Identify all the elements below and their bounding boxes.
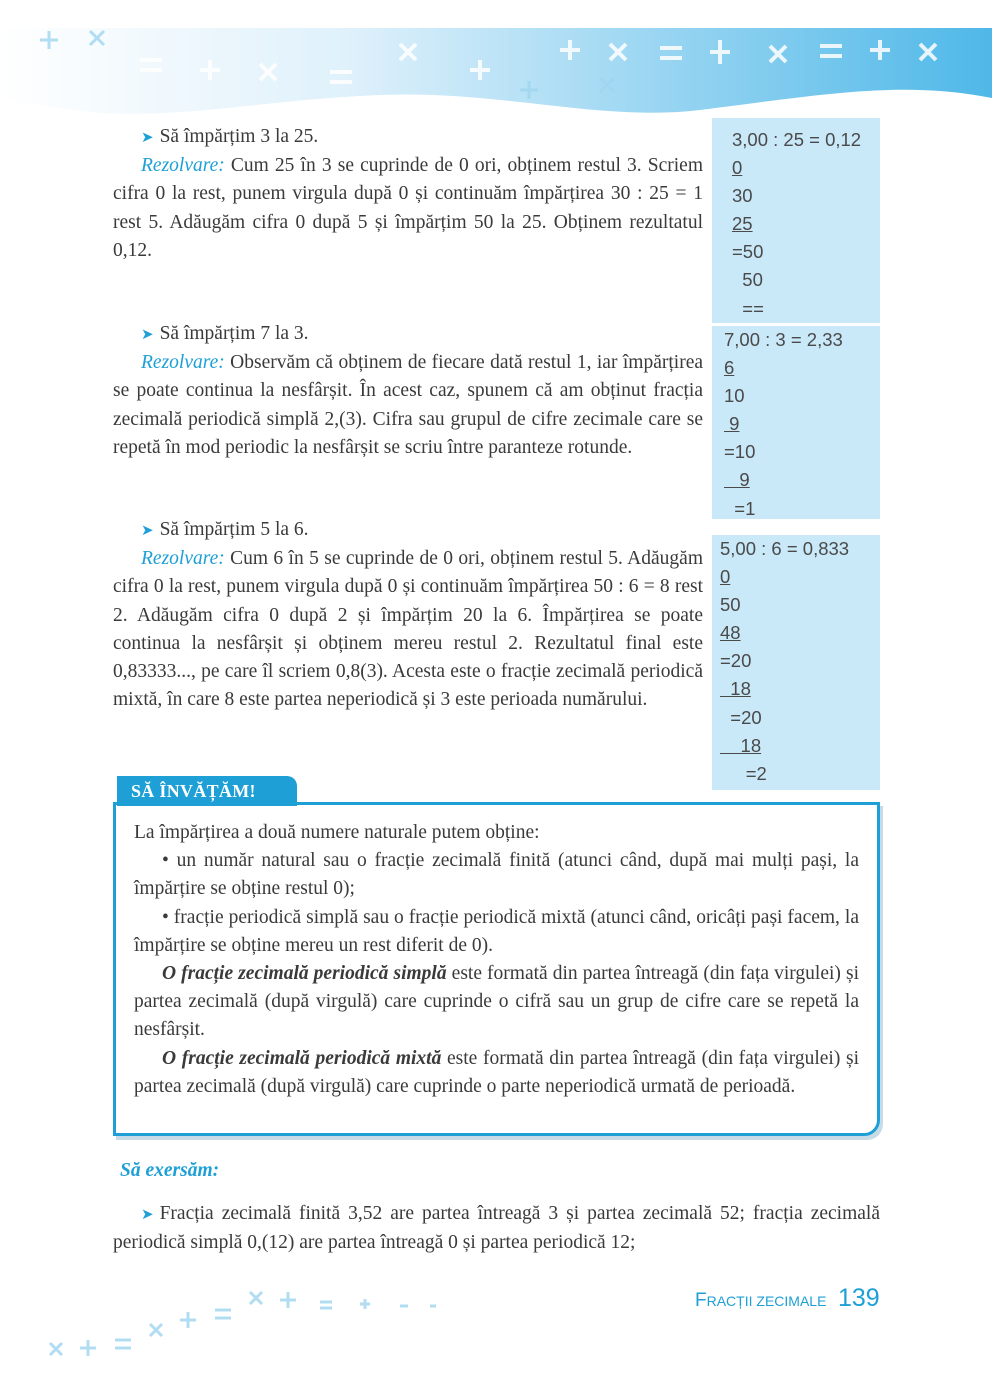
calc-line: =20 bbox=[720, 650, 752, 672]
calc-line: 0 bbox=[732, 157, 743, 179]
learn-bullet: • fracție periodică simplă sau o fracție periodică mixtă (atunci când, oricâți pași facem, la împărțire se obține mereu un rest diferit de 0). bbox=[134, 906, 859, 956]
calc-line: 9 bbox=[724, 469, 750, 491]
division-calc-2 bbox=[712, 326, 880, 519]
division-calc-3 bbox=[712, 535, 880, 790]
arrow-icon: ➤ bbox=[141, 1207, 154, 1223]
calc-line: == bbox=[732, 297, 764, 319]
learn-intro: La împărțirea a două numere naturale putem obține: bbox=[134, 822, 540, 843]
example-heading: ➤ Să împărțim 5 la 6. bbox=[141, 519, 309, 540]
calc-line: 7,00 : 3 = 2,33 bbox=[724, 329, 843, 350]
calc-line: 3,00 : 25 = 0,12 bbox=[732, 129, 862, 150]
division-calc-1 bbox=[712, 118, 880, 323]
calc-line: 18 bbox=[720, 734, 762, 756]
calc-line: 18 bbox=[720, 678, 751, 700]
calc-line: 10 bbox=[724, 385, 745, 407]
arrow-icon: ➤ bbox=[141, 327, 154, 343]
calc-line: 48 bbox=[720, 622, 741, 644]
page-number: 139 bbox=[838, 1284, 880, 1312]
calc-line: =1 bbox=[724, 497, 756, 519]
practice-heading: Să exersăm: bbox=[120, 1160, 220, 1181]
calc-line: 50 bbox=[720, 594, 741, 616]
calc-line: 5,00 : 6 = 0,833 bbox=[720, 538, 850, 559]
arrow-icon: ➤ bbox=[141, 523, 154, 539]
calc-line: =50 bbox=[732, 241, 764, 263]
learn-title: SĂ ÎNVĂȚĂM! bbox=[117, 776, 297, 806]
arrow-icon: ➤ bbox=[141, 130, 154, 146]
calc-line: 50 bbox=[732, 269, 763, 291]
header-banner bbox=[0, 0, 992, 130]
example-heading: ➤ Să împărțim 3 la 25. bbox=[141, 126, 319, 147]
example-heading: ➤ Să împărțim 7 la 3. bbox=[141, 323, 309, 344]
learn-bullet: • un număr natural sau o fracție zecimală finită (atunci când, după mai mulți pași, la împărțire se obține restul 0); bbox=[134, 850, 859, 900]
learn-box bbox=[113, 802, 880, 1136]
example-solution: Rezolvare: Observăm că obținem de fiecare dată restul 1, iar împărțirea se poate continua la nesfârșit. În acest caz, spunem că am obținut fracția zecimală periodică simplă 2,(3). Cifra sau grupul de cifre zecimale care se repetă în mod periodic la nesfârșit se scriu între paranteze rotunde. bbox=[113, 352, 703, 458]
example-section-1 bbox=[113, 123, 703, 265]
example-section-2 bbox=[113, 320, 703, 462]
calc-line: 0 bbox=[720, 566, 731, 588]
definition-simple: O fracție zecimală periodică simplă este formată din partea întreagă (din fața virgulei) și partea zecimală (după virgulă) care cuprinde o cifră sau un grup de cifre care se repetă la nesfârșit. bbox=[134, 963, 859, 1041]
calc-line: 9 bbox=[724, 413, 740, 435]
definition-mixed: O fracție zecimală periodică mixtă este formată din partea întreagă (din fața virgulei) și partea zecimală (după virgulă) care cuprinde o parte neperiodică urmată de perioadă. bbox=[134, 1047, 859, 1097]
example-section-3 bbox=[113, 516, 703, 714]
calc-line: 6 bbox=[724, 357, 735, 379]
exercise-text: ➤ Fracția zecimală finită 3,52 are partea întreagă 3 și partea zecimală 52; fracția zecimală periodică simplă 0,(12) are partea întreagă 0 și partea periodică 12; bbox=[113, 1203, 880, 1254]
calc-line: 25 bbox=[732, 213, 753, 235]
calc-line: =2 bbox=[720, 762, 767, 784]
calc-line: =20 bbox=[720, 706, 762, 728]
footer-decoration bbox=[30, 1270, 500, 1370]
calc-line: =10 bbox=[724, 441, 756, 463]
example-solution: Rezolvare: Cum 25 în 3 se cuprinde de 0 ori, obținem restul 3. Scriem cifra 0 la rest, punem virgula după 0 și continuăm împărțirea 30 : 25 = 1 rest 5. Adăugăm cifra 0 după 5 și împărțim 50 la 25. Obținem rezultatul 0,12. bbox=[113, 155, 703, 261]
chapter-title: FRACȚII ZECIMALE bbox=[695, 1290, 827, 1311]
calc-line: 30 bbox=[732, 185, 753, 207]
example-solution: Rezolvare: Cum 6 în 5 se cuprinde de 0 ori, obținem restul 5. Adăugăm cifra 0 la rest, punem virgula după 0 și continuăm împărțirea 50 : 6 = 8 rest 2. Adăugăm cifra 0 după 2 și împărțim 20 la 6. Împărțirea se poate continua la nesfârșit și obținem mereu restul 2. Rezultatul final este 0,83333..., pe care îl scriem 0,8(3). Acesta este o fracție zecimală periodică mixtă, în care 8 este partea neperiodică și 3 este perioada numărului. bbox=[113, 548, 703, 711]
